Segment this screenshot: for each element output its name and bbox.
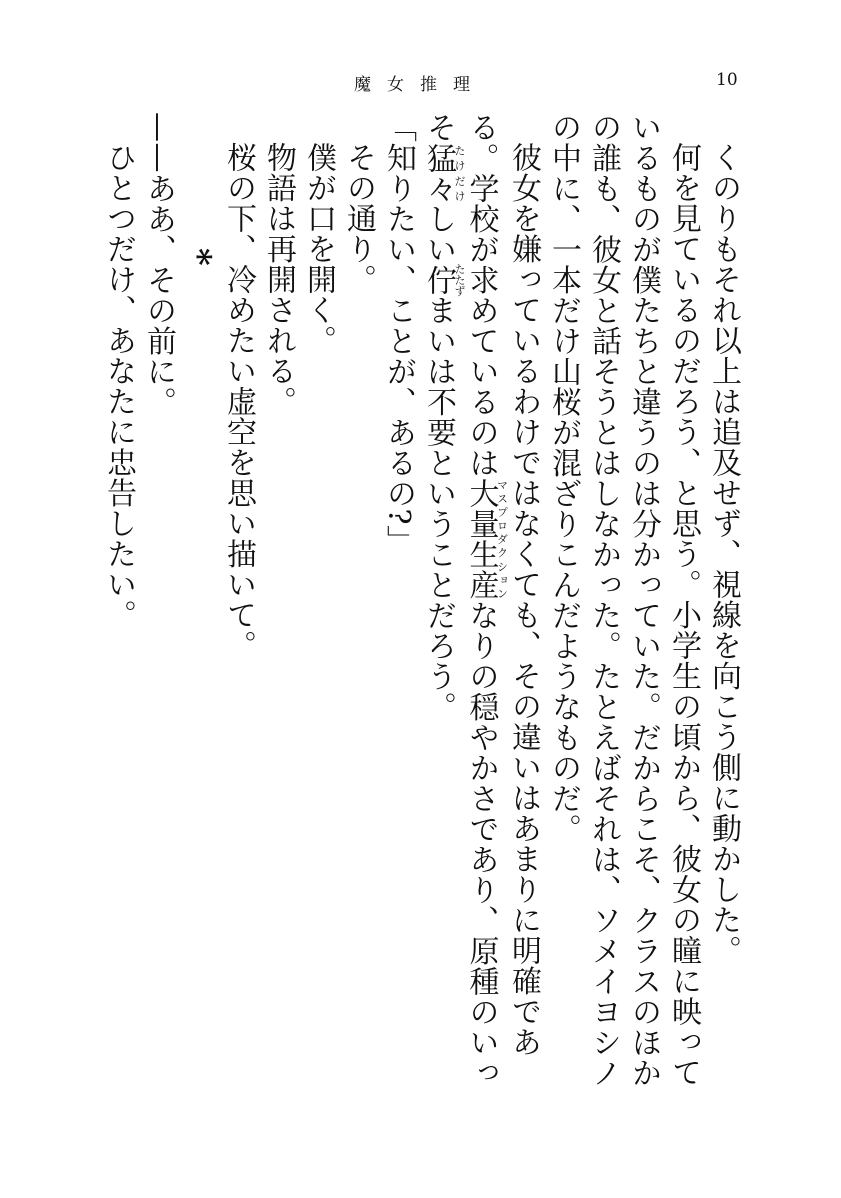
page-number: 10 <box>716 70 738 90</box>
paragraph-3 <box>418 112 543 1112</box>
paragraph-9: ——ああ、その前に。 <box>141 112 176 417</box>
paragraph-10: ひとつだけ、あなたに忠告したい。 <box>101 142 136 630</box>
ruby-text-mass-production: マスプロダクション <box>495 478 509 600</box>
ruby-text-tatazu: たたず <box>453 263 466 297</box>
paragraph-2: 何を見ているのだろう、と思う。小学生の頃から、彼女の瞳に映っているものが僕たちと違うのは分かっていた。だからこそ、クラスのほかの誰も、彼女と話そうとはしなかった。たとえばそれは、ソメイヨシノの中に、一本だけ山桜が混ざりこんだようなものだ。 <box>546 112 701 1088</box>
paragraph-7: 物語は再開される。 <box>261 142 296 417</box>
paragraph-3-part-b: なりの穏やかさであり、原種のいっそ <box>421 112 499 1088</box>
ruby-base-tatazu: 佇 <box>421 263 456 297</box>
ruby-mass-production <box>463 478 509 600</box>
paragraph-3-part-c: しい <box>421 203 456 265</box>
paragraph-3-part-a: 彼女を嫌っているわけではなくても、その違いはあまりに明確である。学校が求めているのは <box>463 112 541 1057</box>
ruby-base-takedake: 猛々 <box>421 142 456 204</box>
paragraph-3-part-d: まいは不要ということだろう。 <box>421 295 456 722</box>
running-title: 魔女推理 <box>354 75 486 95</box>
paragraph-6: 僕が口を開く。 <box>301 142 336 356</box>
ruby-tatazu <box>421 263 466 297</box>
scene-break-asterisk: * <box>178 248 218 267</box>
ruby-base-mass-production: 大量生産 <box>463 478 499 600</box>
dialogue-line: 「知りたい、ことが、あるの?」 <box>381 112 416 556</box>
body-text <box>83 112 743 1112</box>
ruby-text-takedake: たけだけ <box>453 142 466 204</box>
paragraph-5: その通り。 <box>341 142 376 295</box>
paragraph-8: 桜の下、冷めたい虚空を思い描いて。 <box>221 142 256 661</box>
ruby-takedake <box>421 142 466 204</box>
paragraph-1: くのりもそれ以上は追及せず、視線を向こう側に動かした。 <box>706 142 741 966</box>
